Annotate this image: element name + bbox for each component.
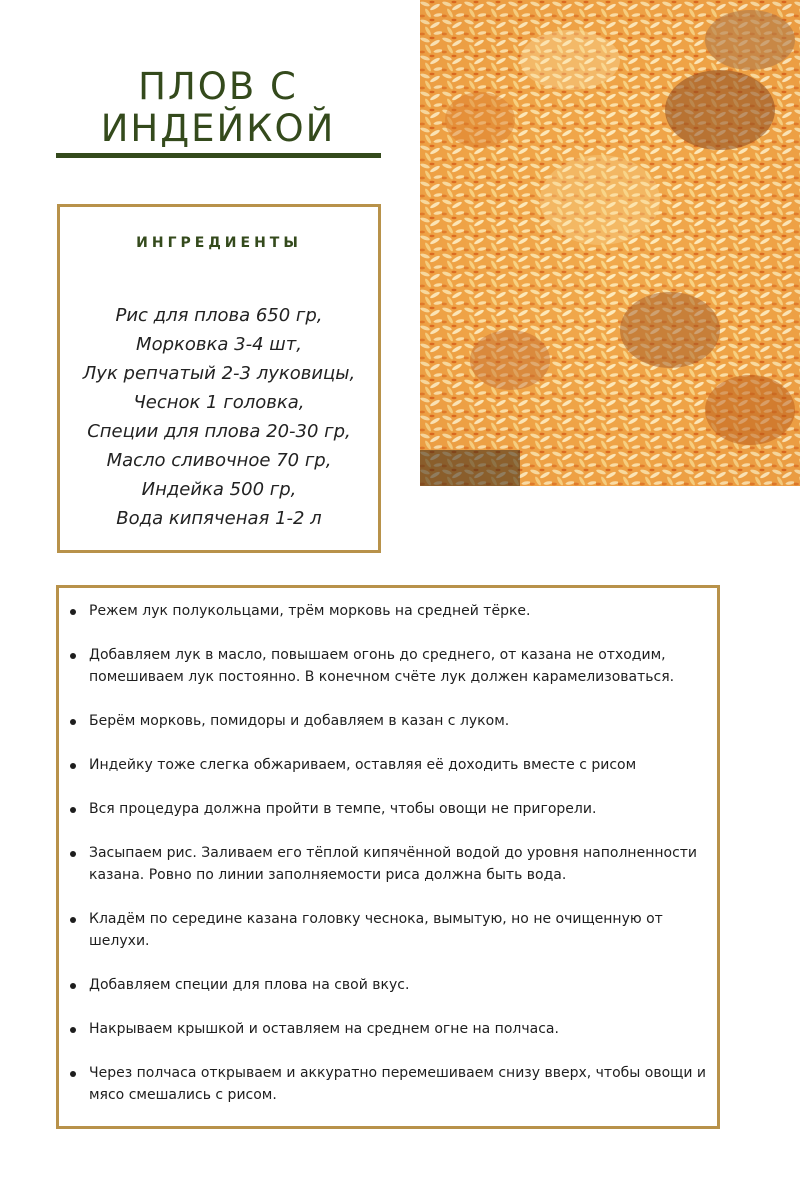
instruction-step [89, 1018, 707, 1040]
instruction-step [89, 1062, 707, 1106]
instruction-step [89, 842, 707, 886]
recipe-title-line-2: ИНДЕЙКОЙ [100, 107, 336, 150]
instruction-text: Накрываем крышкой и оставляем на среднем огне на полчаса. [89, 1021, 559, 1037]
bullet-icon [70, 1071, 76, 1077]
instruction-step [89, 644, 707, 688]
bullet-icon [70, 851, 76, 857]
bullet-icon [70, 719, 76, 725]
instruction-text: Засыпаем рис. Заливаем его тёплой кипячённой водой до уровня наполненности казана. Ровно по линии заполняемости риса должна быть вода. [89, 845, 698, 883]
instruction-step [89, 754, 707, 776]
ingredients-heading: ИНГРЕДИЕНТЫ [136, 235, 302, 251]
bullet-icon [70, 609, 76, 615]
ingredient-item: Лук репчатый 2-3 луковицы, [82, 363, 356, 384]
instruction-step [89, 798, 707, 820]
ingredient-item: Вода кипяченая 1-2 л [116, 508, 322, 529]
instruction-step [89, 710, 707, 732]
instruction-text: Добавляем лук в масло, повышаем огонь до среднего, от казана не отходим, помешиваем лук постоянно. В конечном счёте лук должен карамелизоваться. [89, 647, 675, 685]
bullet-icon [70, 917, 76, 923]
instructions-list [89, 600, 707, 1128]
instruction-text: Берём морковь, помидоры и добавляем в казан с луком. [89, 713, 510, 729]
instruction-text: Вся процедура должна пройти в темпе, чтобы овощи не пригорели. [89, 801, 597, 817]
ingredients-panel [57, 204, 381, 553]
recipe-title [56, 66, 380, 150]
instructions-panel [56, 585, 720, 1129]
instruction-text: Добавляем специи для плова на свой вкус. [89, 977, 410, 993]
recipe-title-line-1: ПЛОВ С [138, 65, 298, 108]
bullet-icon [70, 763, 76, 769]
instruction-text: Режем лук полукольцами, трём морковь на средней тёрке. [89, 603, 531, 619]
bullet-icon [70, 653, 76, 659]
instruction-step [89, 974, 707, 996]
ingredients-list [60, 301, 378, 533]
instruction-step [89, 908, 707, 952]
pilaf-photo [420, 0, 800, 486]
ingredient-item: Специи для плова 20-30 гр, [87, 421, 351, 442]
ingredient-item: Морковка 3-4 шт, [136, 334, 302, 355]
instruction-step [89, 600, 707, 622]
title-underline [56, 153, 381, 158]
instruction-text: Индейку тоже слегка обжариваем, оставляя её доходить вместе с рисом [89, 757, 637, 773]
bullet-icon [70, 807, 76, 813]
instruction-text: Кладём по середине казана головку чеснока, вымытую, но не очищенную от шелухи. [89, 911, 663, 949]
bullet-icon [70, 983, 76, 989]
instruction-text: Через полчаса открываем и аккуратно перемешиваем снизу вверх, чтобы овощи и мясо смешались с рисом. [89, 1065, 707, 1103]
bullet-icon [70, 1027, 76, 1033]
ingredient-item: Рис для плова 650 гр, [115, 305, 323, 326]
ingredient-item: Масло сливочное 70 гр, [106, 450, 332, 471]
ingredient-item: Чеснок 1 головка, [133, 392, 305, 413]
ingredient-item: Индейка 500 гр, [141, 479, 297, 500]
